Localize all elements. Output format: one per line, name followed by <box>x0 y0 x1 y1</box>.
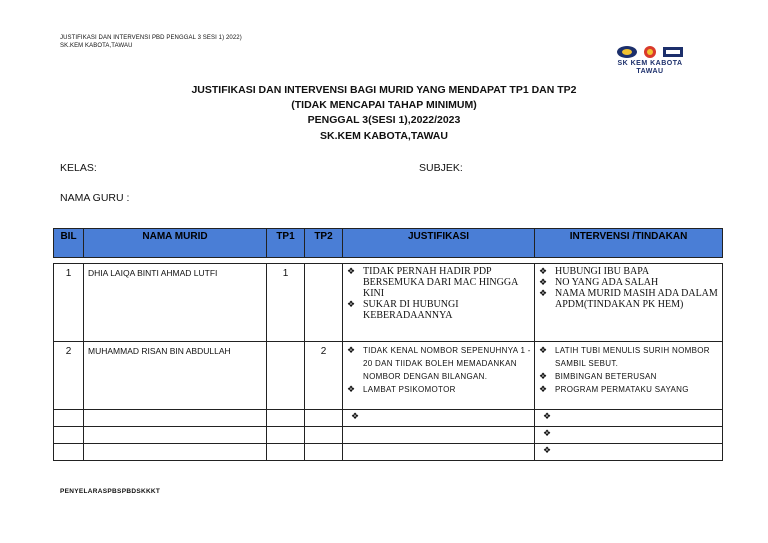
row-bil: 2 <box>54 342 84 410</box>
header-nama-murid: NAMA MURID <box>84 229 267 258</box>
list-item: ❖ BIMBINGAN BETERUSAN <box>539 371 657 381</box>
list-item: ❖ LATIH TUBI MENULIS SURIH NOMBOR SAMBIL SEBUT. <box>539 345 710 368</box>
ministry-icon <box>662 45 684 59</box>
row-justifikasi <box>343 264 535 342</box>
row-tp2: 2 <box>305 342 343 410</box>
row-intervensi <box>535 342 723 410</box>
header-bil: BIL <box>54 229 84 258</box>
emblem-icon <box>642 45 658 59</box>
row-tp2 <box>305 264 343 342</box>
subjek-label: SUBJEK: <box>419 162 463 174</box>
bullet-icon: ❖ <box>539 277 548 287</box>
bullet-icon: ❖ <box>347 384 356 394</box>
crest-icon <box>616 45 638 59</box>
bullet-icon: ❖ <box>535 410 723 427</box>
bullet-icon: ❖ <box>343 410 535 427</box>
row-intervensi <box>535 264 723 342</box>
header-line-1: JUSTIFIKASI DAN INTERVENSI PBD PENGGAL 3 SESI 1) 2022) <box>60 35 242 41</box>
row-nama: MUHAMMAD RISAN BIN ABDULLAH <box>84 342 267 410</box>
header-line-2: SK.KEM KABOTA,TAWAU <box>60 43 133 49</box>
bullet-icon: ❖ <box>539 384 548 394</box>
row-justifikasi <box>343 342 535 410</box>
logo-name: SK KEM KABOTA <box>617 60 683 67</box>
row-tp1 <box>267 342 305 410</box>
list-item: ❖ TIDAK PERNAH HADIR PDP BERSEMUKA DARI MAC HINGGA KINI <box>347 266 518 299</box>
nama-guru-label: NAMA GURU : <box>60 192 130 204</box>
kelas-label: KELAS: <box>60 162 97 174</box>
table-row <box>54 342 723 410</box>
school-logo <box>604 44 696 80</box>
row-nama: DHIA LAIQA BINTI AHMAD LUTFI <box>84 264 267 342</box>
title-line-4: SK.KEM KABOTA,TAWAU <box>320 130 448 142</box>
bullet-icon: ❖ <box>539 345 548 355</box>
list-item: ❖ PROGRAM PERMATAKU SAYANG <box>539 384 689 394</box>
header-intervensi: INTERVENSI /TINDAKAN <box>535 229 723 258</box>
list-item: ❖ HUBUNGI IBU BAPA <box>539 266 650 277</box>
title-line-3: PENGGAL 3(SESI 1),2022/2023 <box>307 114 461 126</box>
header-tp2: TP2 <box>305 229 343 258</box>
intervention-table <box>53 228 723 461</box>
list-item: ❖ TIDAK KENAL NOMBOR SEPENUHNYA 1 - 20 DAN TIIDAK BOLEH MEMADANKAN NOMBOR DENGAN BILANGAN. <box>347 345 531 381</box>
empty-row <box>54 444 723 461</box>
bullet-icon: ❖ <box>535 444 723 461</box>
table-row <box>54 264 723 342</box>
title-line-2: (TIDAK MENCAPAI TAHAP MINIMUM) <box>291 99 477 111</box>
bullet-icon: ❖ <box>347 345 356 355</box>
bullet-icon: ❖ <box>347 299 356 309</box>
bullet-icon: ❖ <box>347 266 356 276</box>
title-line-1: JUSTIFIKASI DAN INTERVENSI BAGI MURID YANG MENDAPAT TP1 DAN TP2 <box>191 84 577 96</box>
list-item: ❖ NAMA MURID MASIH ADA DALAM APDM(TINDAKAN PK HEM) <box>539 288 718 310</box>
empty-row <box>54 427 723 444</box>
list-item: ❖ NO YANG ADA SALAH <box>539 277 659 288</box>
row-tp1: 1 <box>267 264 305 342</box>
footer-text: PENYELARASPBSPBDSKKKT <box>60 488 161 495</box>
logo-place: TAWAU <box>636 68 664 75</box>
list-item: ❖ LAMBAT PSIKOMOTOR <box>347 384 456 394</box>
bullet-icon: ❖ <box>539 288 548 298</box>
empty-row <box>54 410 723 427</box>
header-justifikasi: JUSTIFIKASI <box>343 229 535 258</box>
row-bil: 1 <box>54 264 84 342</box>
bullet-icon: ❖ <box>539 266 548 276</box>
bullet-icon: ❖ <box>535 427 723 444</box>
list-item: ❖ SUKAR DI HUBUNGI KEBERADAANNYA <box>347 299 459 321</box>
table-header-row <box>54 229 723 258</box>
document-header <box>60 34 242 50</box>
bullet-icon: ❖ <box>539 371 548 381</box>
header-tp1: TP1 <box>267 229 305 258</box>
